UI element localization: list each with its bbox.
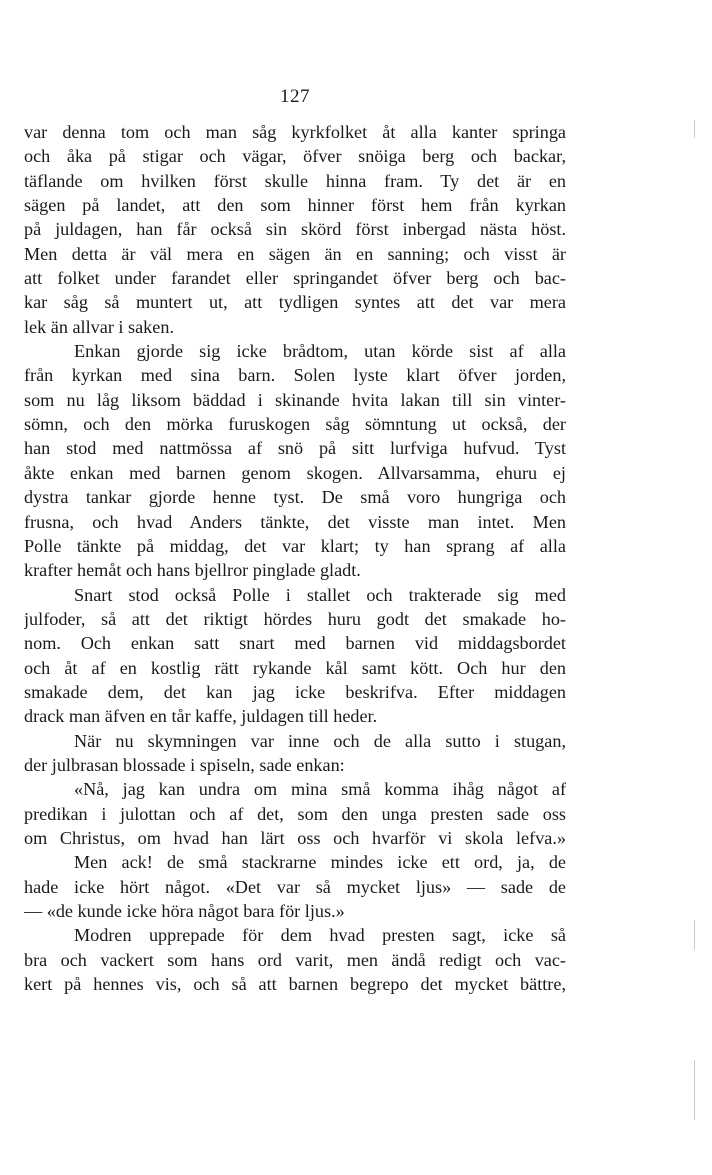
text-line: «Nå, jag kan undra om mina små komma ihåg något af (74, 779, 566, 800)
text-line: Snart stod också Polle i stallet och trakterade sig med (74, 584, 566, 605)
text-line: frusna, och hvad Anders tänkte, det visste man intet. Men (24, 511, 566, 532)
text-line: julfoder, så att det riktigt hördes huru godt det smakade ho- (24, 608, 566, 629)
text-line: var denna tom och man såg kyrkfolket åt alla kanter springa (24, 122, 566, 142)
text-line: Enkan gjorde sig icke brådtom, utan körde sist af alla (74, 341, 566, 362)
text-line: han stod med nattmössa af snö på sitt lurfviga hufvud. Tyst (24, 438, 566, 459)
text-line: bra och vackert som hans ord varit, men ändå redigt och vac- (24, 949, 566, 970)
body-text (24, 120, 566, 996)
text-line: om Christus, om hvad han lärt oss och hvarför vi skola lefva.» (24, 827, 566, 848)
text-line: från kyrkan med sina barn. Solen lyste klart öfver jorden, (24, 365, 566, 386)
text-line: der julbrasan blossade i spiseln, sade enkan: (24, 754, 345, 775)
text-line: krafter hemåt och hans bjellror pinglade gladt. (24, 560, 361, 581)
text-line: smakade dem, det kan jag icke beskrifva. Efter middagen (24, 681, 566, 702)
text-line: sägen på landet, att den som hinner först hem från kyrkan (24, 195, 566, 216)
text-line: När nu skymningen var inne och de alla sutto i stugan, (74, 730, 566, 751)
text-line: Men detta är väl mera en sägen än en sanning; och visst är (24, 243, 566, 264)
text-line: — «de kunde icke höra något bara för ljus.» (24, 901, 345, 921)
text-line: dystra tankar gjorde henne tyst. De små voro hungriga och (24, 487, 566, 508)
margin-rule (694, 920, 695, 950)
text-line: Men ack! de små stackrarne mindes icke ett ord, ja, de (74, 852, 566, 873)
margin-rule (694, 120, 695, 138)
margin-rule (694, 1060, 695, 1120)
text-line: Modren upprepade för dem hvad presten sagt, icke så (74, 925, 566, 946)
text-line: kert på hennes vis, och så att barnen begrepo det mycket bättre, (24, 974, 566, 995)
text-line: och åka på stigar och vägar, öfver snöiga berg och backar, (24, 146, 566, 167)
text-line: drack man äfven en tår kaffe, juldagen till heder. (24, 706, 378, 727)
text-line: kar såg så muntert ut, att tydligen syntes att det var mera (24, 292, 566, 313)
text-line: täflande om hvilken först skulle hinna fram. Ty det är en (24, 170, 566, 191)
text-line: på juldagen, han får också sin skörd först inbergad nästa höst. (24, 219, 566, 240)
text-line: att folket under farandet eller springandet öfver berg och bac- (24, 268, 566, 289)
text-line: Polle tänkte på middag, det var klart; ty han sprang af alla (24, 535, 566, 556)
text-line: åkte enkan med barnen genom skogen. Allvarsamma, ehuru ej (24, 462, 566, 483)
text-line: och åt af en kostlig rätt rykande kål samt kött. Och hur den (24, 657, 566, 678)
page-number: 127 (280, 86, 310, 107)
text-line: som nu låg liksom bäddad i skinande hvita lakan till sin vinter- (24, 389, 566, 410)
text-line: hade icke hört något. «Det var så mycket ljus» — sade de (24, 876, 566, 897)
text-line: predikan i julottan och af det, som den unga presten sade oss (24, 803, 566, 824)
text-line: nom. Och enkan satt snart med barnen vid middagsbordet (24, 633, 566, 654)
text-line: lek än allvar i saken. (24, 316, 174, 337)
text-line: sömn, och den mörka furuskogen såg sömntung ut också, der (24, 414, 566, 435)
